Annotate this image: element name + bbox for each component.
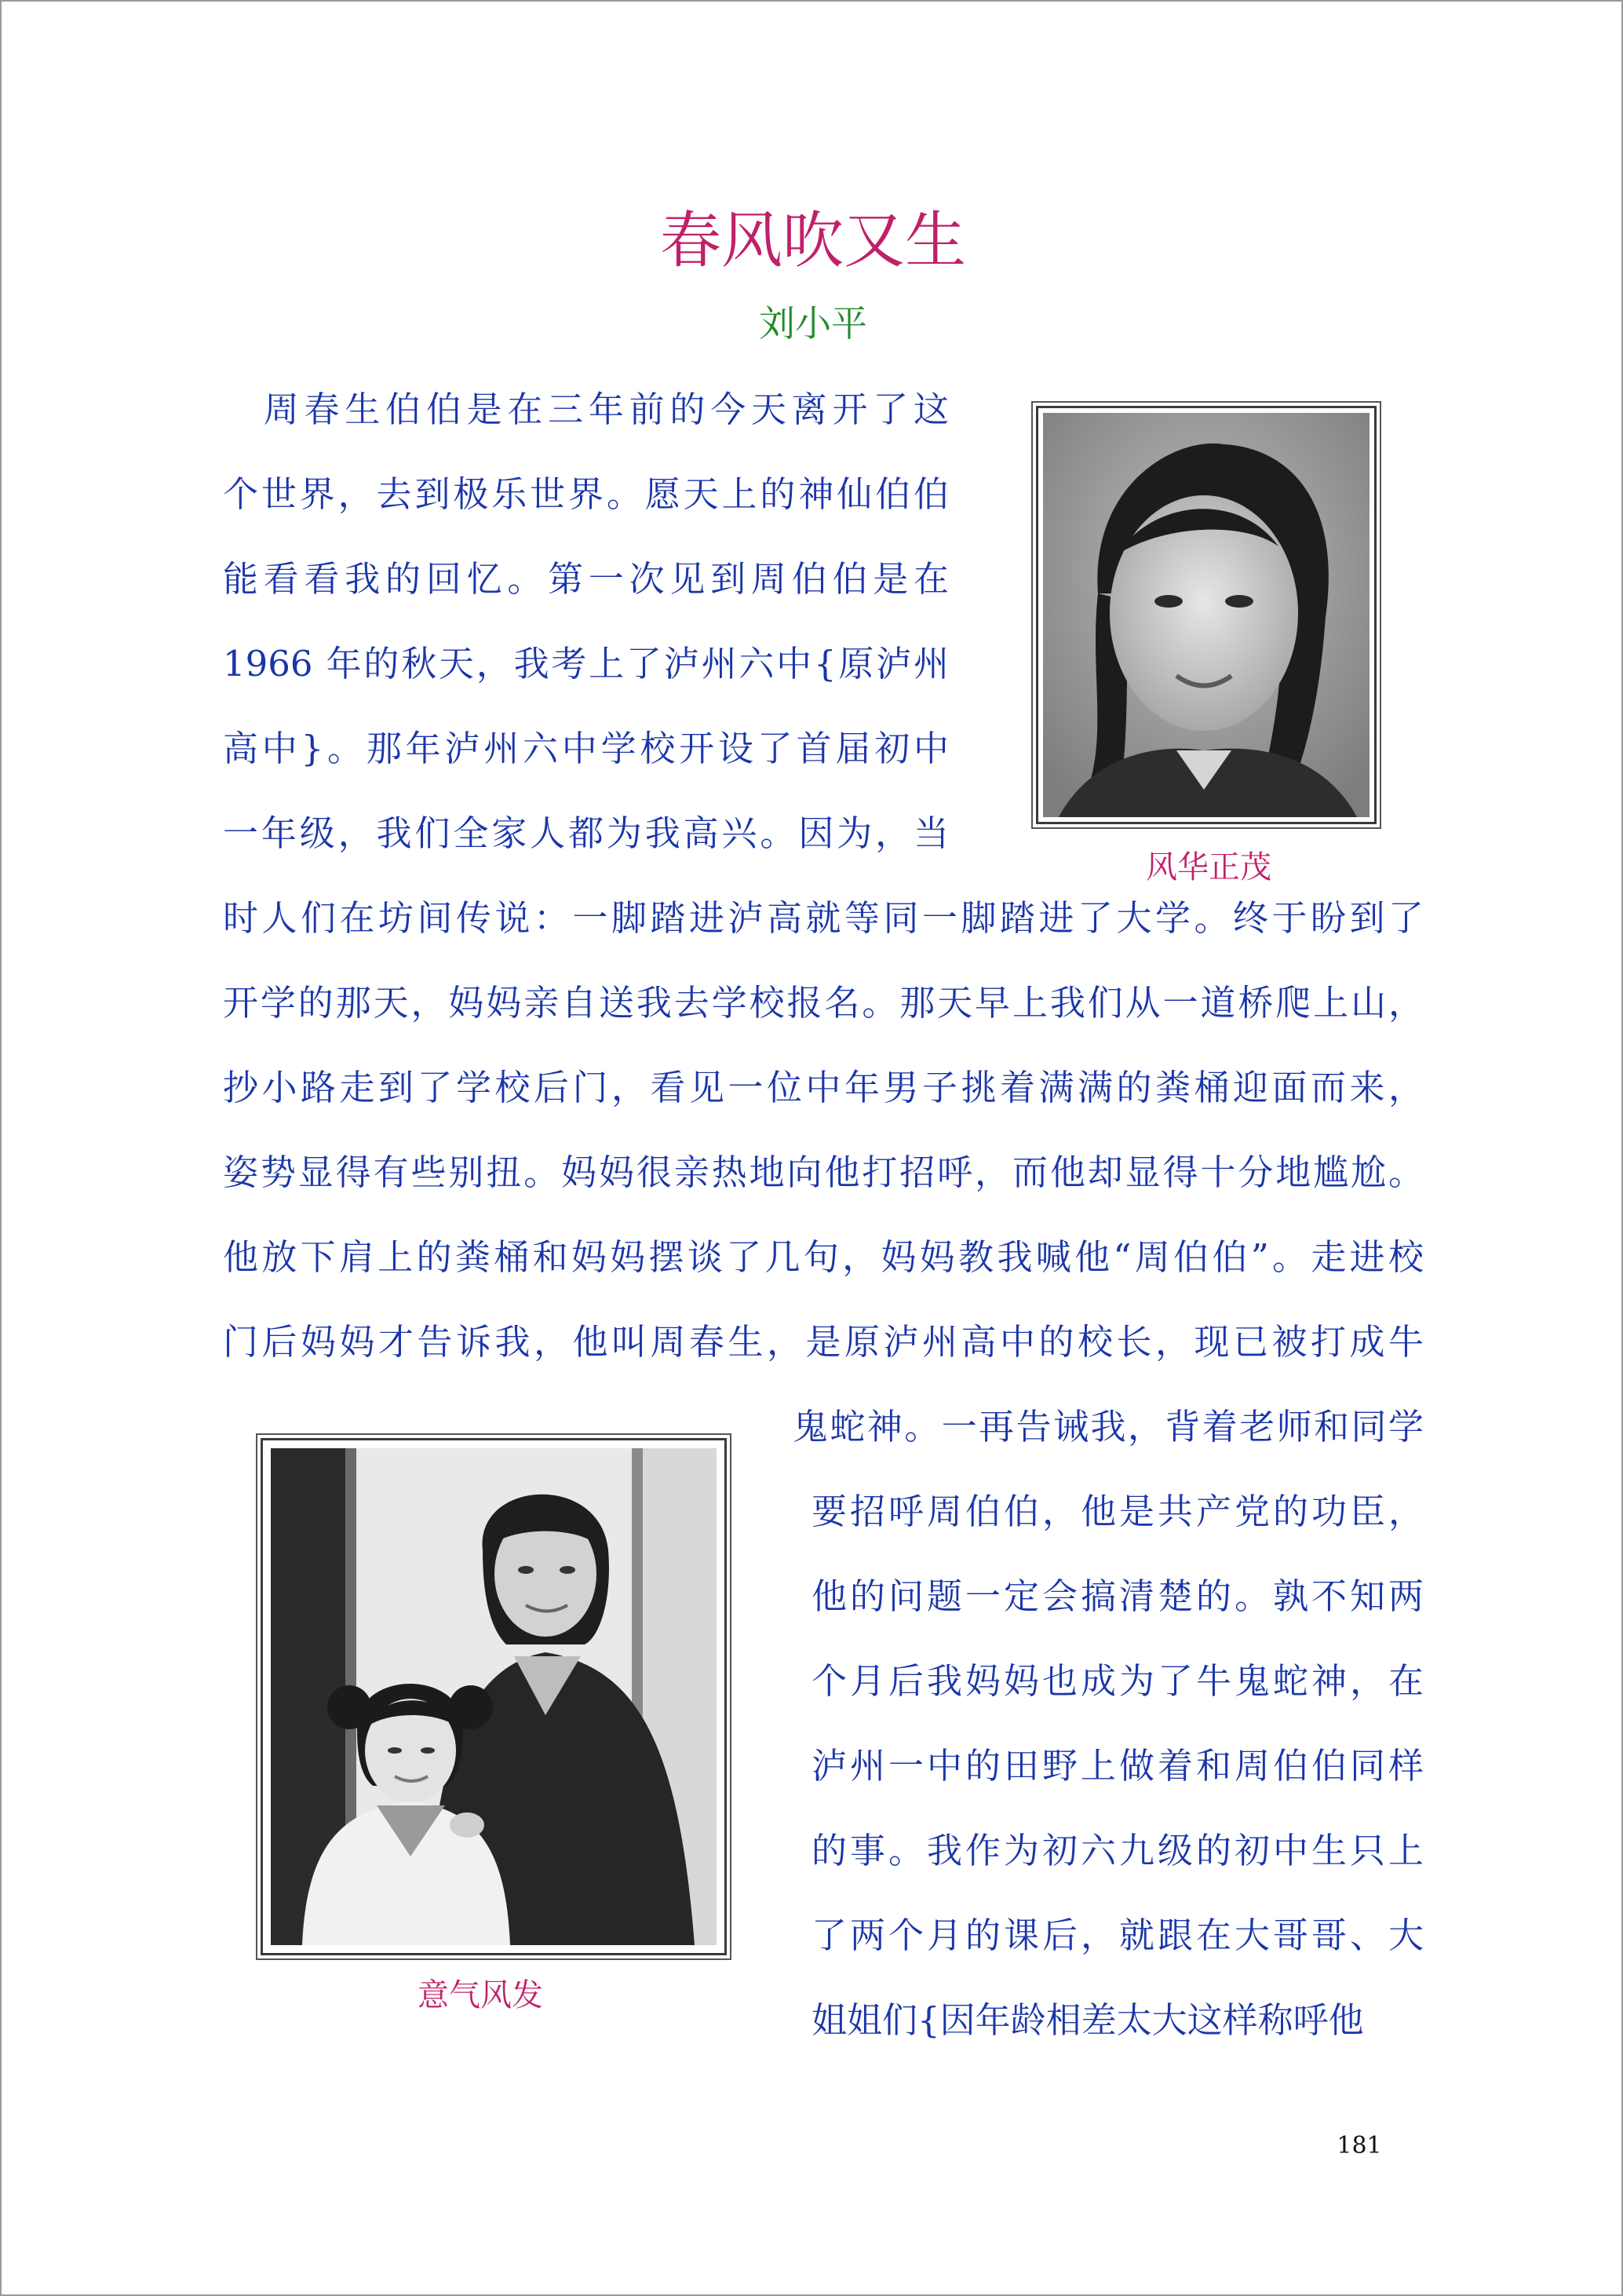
text-line: 要招呼周伯伯，他是共产党的功臣，	[812, 1491, 1424, 1532]
portrait-photo-frame	[1036, 406, 1377, 824]
text-line: 一年级，我们全家人都为我高兴。因为，当	[223, 812, 949, 854]
text-line: 门后妈妈才告诉我，他叫周春生，是原泸州高中的校长，现已被打成牛	[223, 1321, 1424, 1363]
author-name: 刘小平	[759, 302, 867, 345]
text-line: 泸州一中的田野上做着和周伯伯同样	[812, 1745, 1424, 1787]
text-line: 时人们在坊间传说：一脚踏进泸高就等同一脚踏进了大学。终于盼到了	[223, 897, 1424, 939]
group-photo-caption: 意气风发	[418, 1977, 543, 2013]
text-line: 开学的那天，妈妈亲自送我去学校报名。那天早上我们从一道桥爬上山，	[223, 982, 1424, 1024]
text-line: 的事。我作为初六九级的初中生只上	[812, 1830, 1424, 1871]
text-line: 周春生伯伯是在三年前的今天离开了这	[223, 389, 949, 430]
text-line: 抄小路走到了学校后门，看见一位中年男子挑着满满的粪桶迎面而来，	[223, 1067, 1424, 1108]
group-image	[271, 1448, 717, 1945]
text-line: 他放下肩上的粪桶和妈妈摆谈了几句，妈妈教我喊他“周伯伯”。走进校	[223, 1236, 1424, 1278]
text-line: 能看看我的回忆。第一次见到周伯伯是在	[223, 558, 949, 600]
portrait-image	[1043, 413, 1370, 817]
text-line: 鬼蛇神。一再告诫我，背着老师和同学	[793, 1406, 1424, 1447]
page-number: 181	[1337, 2132, 1382, 2159]
text-line: 他的问题一定会搞清楚的。孰不知两	[812, 1575, 1424, 1617]
text-line: 姐姐们{因年龄相差太大这样称呼他	[812, 1999, 1364, 2041]
portrait-photo	[1043, 413, 1370, 817]
text-line: 姿势显得有些别扭。妈妈很亲热地向他打招呼，而他却显得十分地尴尬。	[223, 1152, 1424, 1193]
article-title: 春风吹又生	[659, 206, 966, 276]
text-line: 个月后我妈妈也成为了牛鬼蛇神，在	[812, 1660, 1424, 1702]
text-line: 了两个月的课后，就跟在大哥哥、大	[812, 1915, 1424, 1956]
portrait-caption: 风华正茂	[1146, 849, 1271, 885]
group-photo-frame	[261, 1438, 727, 1955]
text-line: 个世界，去到极乐世界。愿天上的神仙伯伯	[223, 473, 949, 515]
group-photo	[271, 1448, 717, 1945]
text-line: 1966 年的秋天，我考上了泸州六中{原泸州	[223, 643, 949, 684]
text-line: 高中}。那年泸州六中学校开设了首届初中	[223, 728, 949, 769]
